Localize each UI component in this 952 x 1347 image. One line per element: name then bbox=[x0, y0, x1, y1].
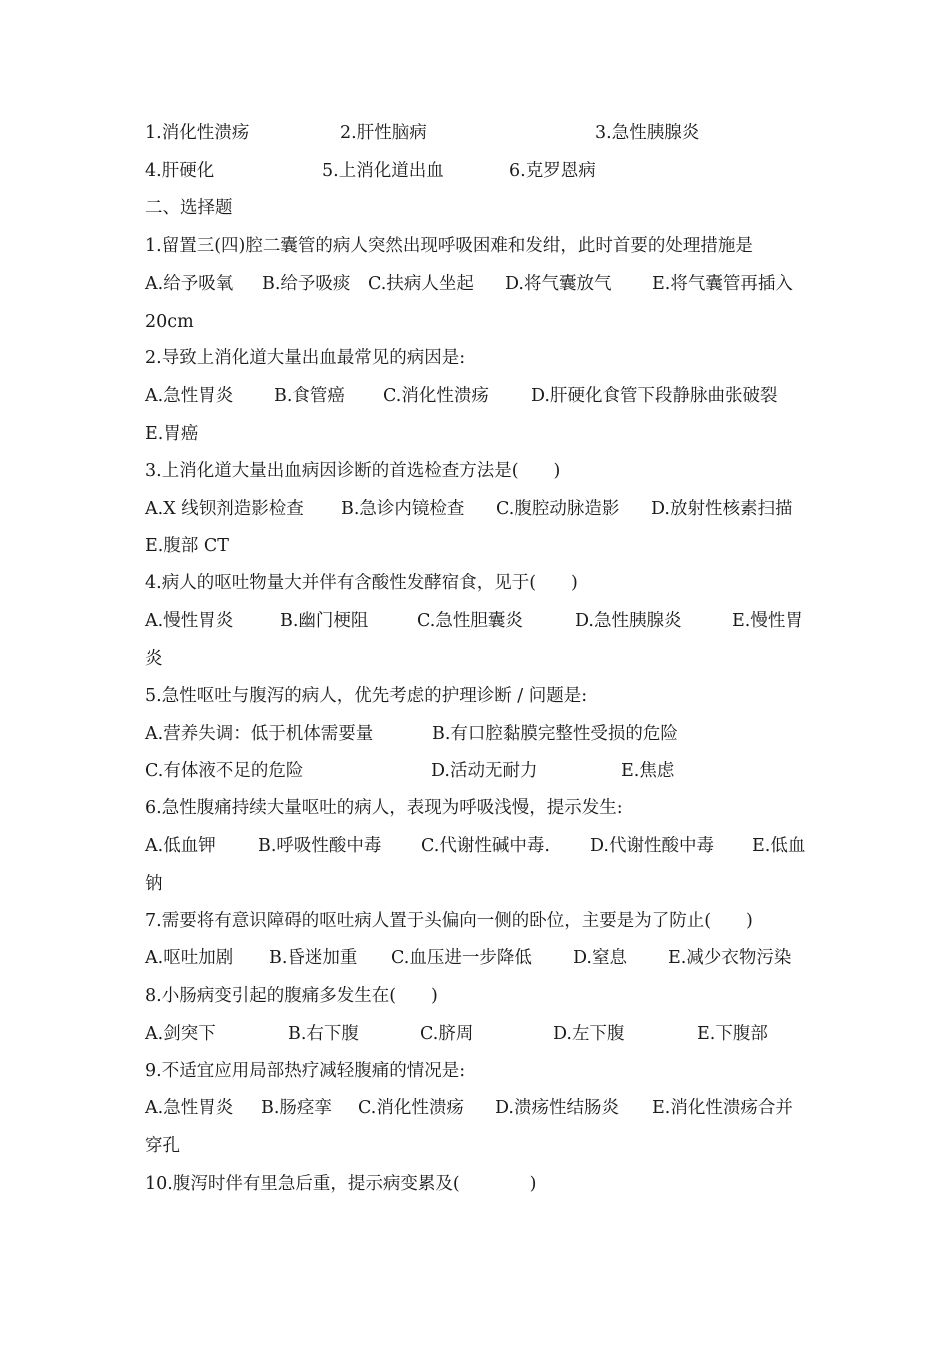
option: E.消化性溃疡合并 bbox=[652, 1098, 793, 1118]
option: B.有口腔黏膜完整性受损的危险 bbox=[432, 724, 678, 744]
question-stem: 3.上消化道大量出血病因诊断的首选检查方法是( ) bbox=[145, 461, 561, 481]
term-item: 4.肝硬化 bbox=[145, 161, 215, 181]
option: B.呼吸性酸中毒 bbox=[258, 836, 382, 856]
question-stem: 7.需要将有意识障碍的呕吐病人置于头偏向一侧的卧位，主要是为了防止( ) bbox=[145, 911, 753, 931]
question-stem: 8.小肠病变引起的腹痛多发生在( ) bbox=[145, 986, 438, 1006]
option: E.将气囊管再插入 bbox=[652, 274, 793, 294]
option: E.慢性胃 bbox=[732, 611, 803, 631]
option: A.剑突下 bbox=[145, 1024, 216, 1044]
option: A.慢性胃炎 bbox=[145, 611, 234, 631]
term-item: 2.肝性脑病 bbox=[340, 123, 427, 143]
question-stem: 9.不适宜应用局部热疗减轻腹痛的情况是: bbox=[145, 1061, 466, 1081]
option: A.急性胃炎 bbox=[145, 1098, 234, 1118]
option-wrap: E.胃癌 bbox=[145, 424, 199, 444]
question-stem: 4.病人的呕吐物量大并伴有含酸性发酵宿食，见于( ) bbox=[145, 573, 578, 593]
option: E.下腹部 bbox=[697, 1024, 768, 1044]
option-wrap: 穿孔 bbox=[145, 1136, 180, 1156]
option: B.肠痉挛 bbox=[261, 1098, 332, 1118]
option: C.消化性溃疡 bbox=[358, 1098, 464, 1118]
option: D.肝硬化食管下段静脉曲张破裂 bbox=[531, 386, 778, 406]
option-wrap: 炎 bbox=[145, 649, 163, 669]
option-wrap: 钠 bbox=[145, 874, 163, 894]
term-item: 5.上消化道出血 bbox=[322, 161, 444, 181]
term-item: 1.消化性溃疡 bbox=[145, 123, 250, 143]
option-wrap: 20cm bbox=[145, 312, 194, 332]
question-stem: 10.腹泻时伴有里急后重，提示病变累及( ) bbox=[145, 1174, 537, 1194]
option: C.消化性溃疡 bbox=[383, 386, 489, 406]
option: D.窒息 bbox=[573, 948, 627, 968]
option: E.焦虑 bbox=[621, 761, 675, 781]
option: B.食管癌 bbox=[274, 386, 345, 406]
option: D.代谢性酸中毒 bbox=[590, 836, 714, 856]
term-item: 3.急性胰腺炎 bbox=[595, 123, 700, 143]
option: E.减少衣物污染 bbox=[668, 948, 792, 968]
option: C.代谢性碱中毒. bbox=[421, 836, 550, 856]
question-stem: 1.留置三(四)腔二囊管的病人突然出现呼吸困难和发绀，此时首要的处理措施是 bbox=[145, 236, 753, 256]
question-stem: 6.急性腹痛持续大量呕吐的病人，表现为呼吸浅慢，提示发生: bbox=[145, 798, 623, 818]
option-wrap: E.腹部 CT bbox=[145, 536, 229, 556]
option: B.昏迷加重 bbox=[269, 948, 358, 968]
question-stem: 5.急性呕吐与腹泻的病人，优先考虑的护理诊断 / 问题是: bbox=[145, 686, 588, 706]
option: A.低血钾 bbox=[145, 836, 216, 856]
option: A.呕吐加剧 bbox=[145, 948, 234, 968]
question-stem: 2.导致上消化道大量出血最常见的病因是: bbox=[145, 348, 466, 368]
option: B.给予吸痰 bbox=[262, 274, 351, 294]
option: D.左下腹 bbox=[553, 1024, 625, 1044]
option: B.幽门梗阻 bbox=[280, 611, 369, 631]
term-item: 6.克罗恩病 bbox=[509, 161, 596, 181]
option: A.急性胃炎 bbox=[145, 386, 234, 406]
option: C.有体液不足的危险 bbox=[145, 761, 304, 781]
option: A.营养失调：低于机体需要量 bbox=[145, 724, 374, 744]
option: C.血压进一步降低 bbox=[391, 948, 532, 968]
option: C.腹腔动脉造影 bbox=[496, 499, 620, 519]
option: B.急诊内镜检查 bbox=[341, 499, 465, 519]
option: D.将气囊放气 bbox=[505, 274, 612, 294]
option: D.溃疡性结肠炎 bbox=[495, 1098, 619, 1118]
option: C.脐周 bbox=[420, 1024, 474, 1044]
option: D.急性胰腺炎 bbox=[575, 611, 682, 631]
option: C.急性胆囊炎 bbox=[417, 611, 523, 631]
option: B.右下腹 bbox=[288, 1024, 359, 1044]
option: C.扶病人坐起 bbox=[368, 274, 474, 294]
option: A.给予吸氧 bbox=[145, 274, 234, 294]
section-title: 二、选择题 bbox=[145, 198, 233, 218]
option: E.低血 bbox=[752, 836, 806, 856]
option: D.活动无耐力 bbox=[431, 761, 538, 781]
option: D.放射性核素扫描 bbox=[651, 499, 793, 519]
option: A.X 线钡剂造影检查 bbox=[145, 499, 304, 519]
